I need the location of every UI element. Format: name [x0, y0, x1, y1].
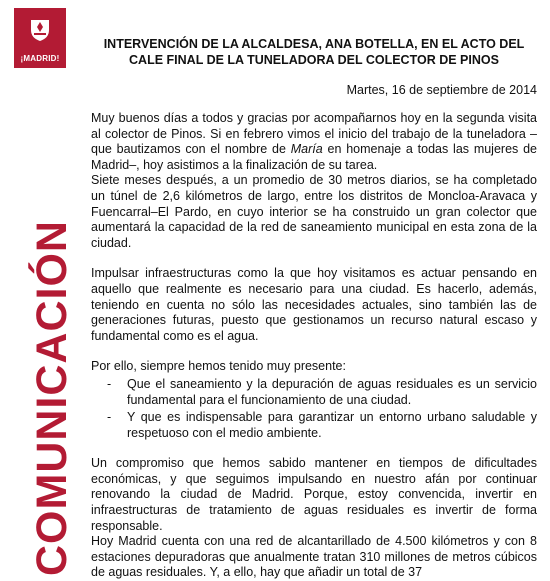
paragraph-1-text: Muy buenos días a todos y gracias por acompañarnos hoy en la segunda visita al colector de Pinos. Si en febrero vimos el inicio del trabajo de la tuneladora –que bautizamos con el nombre de — [91, 111, 537, 157]
madrid-logo — [14, 8, 66, 68]
italic-name: María — [290, 142, 323, 157]
document-title: INTERVENCIÓN DE LA ALCALDESA, ANA BOTELLA, EN EL ACTO DEL CALE FINAL DE LA TUNELADORA DEL COLECTOR DE PINOS — [103, 37, 525, 67]
sidebar — [0, 0, 78, 576]
paragraph-1 — [91, 111, 537, 173]
list-item-text: Que el saneamiento y la depuración de aguas residuales es un servicio fundamental para el funcionamiento de una ciudad. — [127, 376, 537, 407]
paragraph-4: Por ello, siempre hemos tenido muy presente: — [91, 359, 346, 374]
paragraph-2: Siete meses después, a un promedio de 30 metros diarios, se ha completado un túnel de 2,6 kilómetros de largo, entre los distritos de Moncloa-Aravaca y Fuencarral–El Pardo, en cuyo interior se ha construido un gran colector que aumentará la capacidad de la red de saneamiento municipal en esta zona de la ciudad. — [91, 173, 537, 250]
bullet-dash: - — [107, 376, 112, 391]
bullet-list — [91, 377, 537, 441]
paragraph-5: Un compromiso que hemos sabido mantener en tiempos de dificultades económicas, y que seguimos impulsando en nuestro afán por continuar renovando la ciudad de Madrid. Porque, estoy convencida, invertir en infraestructuras de tratamiento de aguas residuales es invertir de forma responsable. — [91, 456, 537, 533]
vertical-band — [0, 96, 76, 576]
list-item — [91, 410, 537, 441]
bullet-dash: - — [107, 410, 112, 425]
crest-icon — [28, 16, 52, 42]
press-release — [91, 0, 537, 581]
paragraph-6: Hoy Madrid cuenta con una red de alcantarillado de 4.500 kilómetros y con 8 estaciones depuradoras que anualmente tratan 310 millones de metros cúbicos de aguas residuales. Y, a ello, hay que añadir un total de 37 — [91, 534, 537, 580]
list-item — [91, 377, 537, 408]
logo-text: ¡MADRID! — [20, 54, 60, 63]
document-date: Martes, 16 de septiembre de 2014 — [346, 83, 537, 97]
paragraph-3: Impulsar infraestructuras como la que hoy visitamos es actuar pensando en aquello que realmente es necesario para una ciudad. Es hacerlo, además, teniendo en cuenta no sólo las necesidades actuales, sino también las de generaciones futuras, puesto que gestionamos un recurso natural escaso y fundamental como es el agua. — [91, 266, 537, 343]
paragraph-1-text-end: en homenaje a todas las mujeres de Madrid–, hoy asistimos a la finalización de su tarea. — [91, 142, 537, 172]
comunicacion-label: COMUNICACIÓN — [28, 220, 76, 576]
list-item-text: Y que es indispensable para garantizar un entorno urbano saludable y respetuoso con el medio ambiente. — [127, 410, 537, 440]
